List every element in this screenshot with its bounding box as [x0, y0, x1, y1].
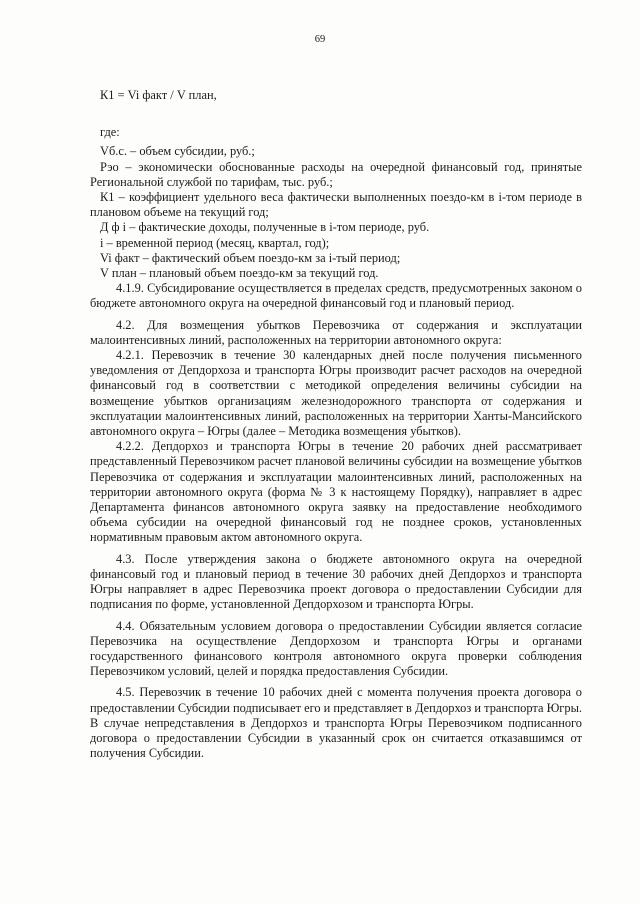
definition-item: Vб.с. – объем субсидии, руб.; [100, 144, 255, 159]
definition-item: i – временной период (месяц, квартал, год); [100, 235, 330, 250]
paragraph-4-4: 4.4. Обязательным условием договора о предоставлении Субсидии является согласие Перевозчика на осуществление Депдорхозом и транспорта Югры и органами государственного финансового контроля автономного округа проверки соблюдения Перевозчиком условий, целей и порядка предоставления Субсидии. [90, 618, 582, 679]
paragraph-4-2-2: 4.2.2. Депдорхоз и транспорта Югры в течение 20 рабочих дней рассматривает представленный Перевозчиком расчет плановой величины субсидии на возмещение убытков Перевозчика от содержания и эксплуатации малоинтенсивных линий, расположенных на территории автономного округа (форма № 3 к настоящему Порядку), направляет в адрес Департамента финансов автономного округа заявку на предоставление необходимого объема субсидии на очередной финансовый год не позднее сроков, установленных нормативным правовым актом автономного округа. [90, 439, 582, 545]
paragraph-4-1-9: 4.1.9. Субсидирование осуществляется в пределах средств, предусмотренных законом о бюджете автономного округа на очередной финансовый год и плановый период. [90, 281, 582, 311]
where-label: где: [100, 125, 120, 140]
document-body [90, 88, 582, 767]
formula: К1 = Vi факт / V план, [100, 88, 217, 102]
paragraph-4-3: 4.3. После утверждения закона о бюджете автономного округа на очередной финансовый год и плановый период в течение 30 рабочих дней Депдорхоз и транспорта Югры направляет в адрес Перевозчика проект договора о предоставлении Субсидии для подписания по форме, установленной Депдорхозом и транспорта Югры. [90, 551, 582, 612]
definition-item: Д ф i – фактические доходы, полученные в i-том периоде, руб. [100, 220, 430, 235]
definitions-list [90, 144, 582, 281]
definition-item: Vi факт – фактический объем поездо-км за i-тый период; [100, 250, 401, 265]
paragraph-4-2: 4.2. Для возмещения убытков Перевозчика от содержания и эксплуатации малоинтенсивных линий, расположенных на территории автономного округа: [90, 317, 582, 347]
definition-item: К1 – коэффициент удельного веса фактически выполненных поездо-км в i-том периоде в плановом объеме на текущий год; [90, 190, 582, 220]
page-number: 69 [314, 34, 326, 45]
definition-item: V план – плановый объем поездо-км за текущий год. [100, 266, 379, 281]
paragraph-4-2-1: 4.2.1. Перевозчик в течение 30 календарных дней после получения письменного уведомления от Депдорхоза и транспорта Югры производит расчет расходов на очередной финансовый год в соответствии с методикой определения величины субсидии на возмещение убытков организациям железнодорожного транспорта от содержания и эксплуатации малоинтенсивных линий, расположенных на территории Ханты-Мансийского автономного округа – Югры (далее – Методика возмещения убытков). [90, 348, 582, 439]
definition-item: Рэо – экономически обоснованные расходы на очередной финансовый год, принятые Региональной службой по тарифам, тыс. руб.; [90, 159, 582, 189]
paragraph-4-5: 4.5. Перевозчик в течение 10 рабочих дней с момента получения проекта договора о предоставлении Субсидии подписывает его и представляет в Депдорхоз и транспорта Югры. В случае непредставления в Депдорхоз и транспорта Югры Перевозчиком подписанного договора о предоставлении Субсидии в указанный срок он считается отказавшимся от получения Субсидии. [90, 685, 582, 761]
